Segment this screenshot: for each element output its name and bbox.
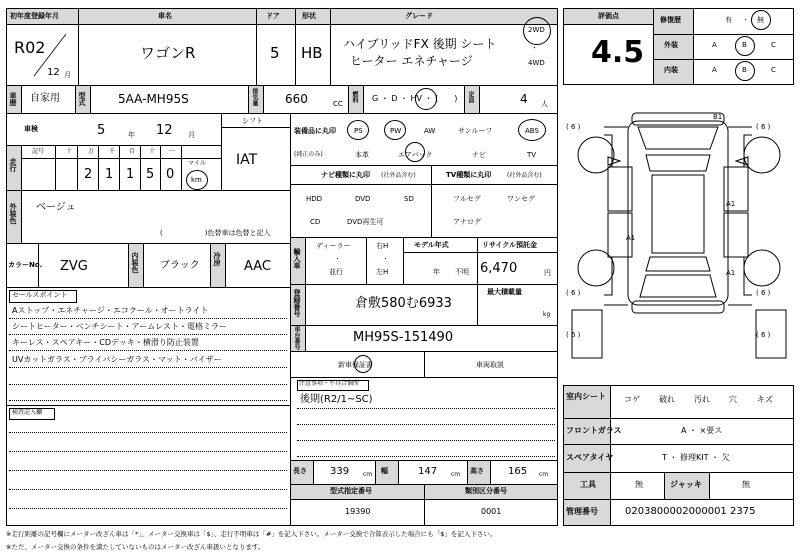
equip-leather: 本革 <box>355 151 369 159</box>
width-label: 幅 <box>381 467 388 475</box>
spare-value: T ・ 修理KIT ・ 欠 <box>662 453 730 462</box>
shaken-year-unit: 年 <box>128 131 135 139</box>
shaken-year: 5 <box>97 123 106 138</box>
disp-label: 排気量 <box>251 88 258 106</box>
equip-navi: ナビ <box>472 151 486 159</box>
fuel-hv-circle <box>415 88 437 110</box>
height-label: 高さ <box>470 467 484 475</box>
shaken-month-unit: 月 <box>188 131 195 139</box>
ext-a: A <box>712 41 717 49</box>
registration-value: 倉敷580む6933 <box>355 296 452 311</box>
int-b: B <box>742 66 747 74</box>
type-label: 車歴 <box>9 92 17 106</box>
navi-cd: CD <box>310 218 321 226</box>
tv-analog: アナログ <box>453 218 481 226</box>
sales-line-1: シートヒーター・ベンチシート・アームレスト・電格ミラー <box>12 322 228 331</box>
footer-line2: ※ただ、メーター交換の条件を満たしていないものはメーター改ざん車扱いとなります。 <box>6 543 265 551</box>
car-name-label: 車名 <box>158 12 172 20</box>
disp-value: 660 <box>285 92 308 106</box>
windshield-label: フロントガラス <box>566 426 622 435</box>
chassis-label: 車台番号 <box>293 326 300 350</box>
door-label: ドア <box>266 12 280 20</box>
tv-label: TV種類に丸印 <box>446 171 492 179</box>
import-right-h: 右H <box>376 242 389 250</box>
repair-yes: 有 <box>725 16 732 24</box>
inspector-note-label: 検査記入欄 <box>12 409 43 416</box>
tv-oneseg: ワンセグ <box>507 195 535 203</box>
jack-label: ジャッキ <box>670 480 702 489</box>
month-unit: 月 <box>64 71 71 79</box>
score-value: 4.5 <box>591 35 645 70</box>
shaken-label: 車検 <box>24 125 38 133</box>
sales-line-0: Aストップ・エネチャージ・エコクール・オートライト <box>12 306 209 315</box>
diagram-a1-2: A1 <box>626 234 636 242</box>
recycle-yen: 円 <box>544 269 551 277</box>
digit-label-0: 記号 <box>32 148 45 155</box>
type-spec-label: 型式指定番号 <box>330 487 372 495</box>
equipment-sub-label: (純正のみ) <box>294 151 323 158</box>
digit-1: 1 <box>105 167 114 182</box>
color-value: ベージュ <box>36 202 76 213</box>
max-load-kg: kg <box>543 311 551 318</box>
width-unit: cm <box>451 471 461 478</box>
import-dot-2: ・ <box>382 255 389 263</box>
equip-tv: TV <box>527 151 537 159</box>
windshield-value: A ・ ×要ス <box>681 426 723 435</box>
repair-dot: ・ <box>742 16 749 24</box>
drive-2wd: 2WD <box>528 26 545 34</box>
int-b-circle <box>735 61 755 81</box>
diagram-b1: B1 <box>713 113 723 121</box>
color-label: 外装色 <box>9 203 17 224</box>
class-label: 類別区分番号 <box>465 487 507 495</box>
equip-ps: PS <box>354 127 363 135</box>
shift-label: シフト <box>242 117 263 125</box>
model-year-label: モデル年式 <box>414 241 449 249</box>
drive-dot: ・ <box>531 44 538 52</box>
repair-no-circle <box>751 10 771 30</box>
import-label: 輸入車 <box>293 248 301 269</box>
disp-unit: CC <box>333 100 343 108</box>
chassis-value: MH95S-151490 <box>353 330 454 345</box>
import-left-h: 左H <box>376 268 389 276</box>
car-damage-diagram <box>560 105 796 377</box>
jack-value: 無 <box>742 480 750 489</box>
km-label: km <box>191 176 202 184</box>
length-unit: cm <box>363 471 373 478</box>
score-label: 評価点 <box>598 12 619 20</box>
type-spec-value: 19390 <box>345 507 371 516</box>
navi-dvd: DVD <box>355 195 371 203</box>
shape: HB <box>301 44 323 62</box>
equip-pw: PW <box>390 127 402 135</box>
ext-c: C <box>771 41 776 49</box>
grade-line1: ハイブリッドFX 後期 シート <box>343 37 497 51</box>
import-dealer: ディーラー <box>316 242 351 250</box>
ext-b-circle <box>735 36 755 56</box>
import-parallel: 並行 <box>329 268 343 276</box>
equip-airbag-circle <box>405 142 425 162</box>
grade-line2: ヒーター エネチャージ <box>350 54 473 68</box>
equip-ps-circle <box>347 120 369 140</box>
manual-label: 車両取説 <box>476 361 504 369</box>
first-reg-month: 12 <box>47 67 60 78</box>
digit-0: 2 <box>84 167 93 182</box>
navi-sub: (社外品含む) <box>381 172 416 179</box>
sales-line-2: キーレス・スペアキー・CDデッキ・横滑り防止装置 <box>12 338 199 347</box>
seat-item-1: 破れ <box>659 395 675 404</box>
registration-label: 登録番号 <box>293 289 301 317</box>
diagram-six-6: ( 6 ) <box>756 331 771 339</box>
model-year-unit: 年 <box>433 268 440 276</box>
digit-2: 1 <box>126 167 135 182</box>
tv-fullseg: フルセグ <box>453 195 481 203</box>
equip-abs-circle <box>518 119 546 141</box>
seat-label: 室内シート <box>566 392 606 401</box>
cap-value: 4 <box>520 92 528 106</box>
exterior-label: 外装 <box>664 41 678 49</box>
model-value: 5AA-MH95S <box>118 92 189 106</box>
navi-hdd: HDD <box>306 195 323 203</box>
int-c: C <box>771 66 776 74</box>
digit-4: 0 <box>166 167 175 182</box>
import-dot-1: ・ <box>334 255 341 263</box>
shift-value: IAT <box>236 152 258 168</box>
recycle-label: リサイクル預託金 <box>482 241 538 249</box>
seat-item-2: 汚れ <box>694 395 710 404</box>
use-value: 自家用 <box>30 93 60 104</box>
tools-value: 無 <box>635 480 643 489</box>
fuel-label: 燃料 <box>351 91 358 103</box>
interior-label-eval: 内装 <box>664 66 678 74</box>
cap-unit: 人 <box>541 100 548 108</box>
navi-label: ナビ種類に丸印 <box>321 171 370 179</box>
diagram-six-1: ( 6 ) <box>566 123 581 131</box>
height-value: 165 <box>508 466 528 477</box>
diagram-six-4: ( 6 ) <box>756 289 771 297</box>
color-note: ( )色替車は色替と記入 <box>160 229 271 237</box>
grade-label: グレード <box>405 12 433 20</box>
max-load-label: 最大積載量 <box>487 288 522 296</box>
fuel-options: G ・ D ・ HV ・ ( ) <box>372 94 458 103</box>
diagram-six-5: ( 6 ) <box>566 331 581 339</box>
tools-label: 工具 <box>580 480 596 489</box>
seat-item-0: コゲ <box>624 395 640 404</box>
class-value: 0001 <box>481 507 502 516</box>
diagram-a1-3: A1 <box>726 269 736 277</box>
digit-label-3: 千 <box>109 148 116 155</box>
digit-label-1: 十 <box>66 148 73 155</box>
diagram-six-2: ( 6 ) <box>756 123 771 131</box>
sales-points-label: セールスポイント <box>12 291 68 299</box>
notes-label: 注意事項・不具合個所 <box>299 380 360 387</box>
interior-label: 内装色 <box>131 252 139 273</box>
equipment-label: 装備品に丸印 <box>294 127 336 135</box>
digit-label-6: 一 <box>169 148 176 155</box>
cooler-value: AAC <box>244 259 271 274</box>
diagram-a1-1: A1 <box>726 200 736 208</box>
model-year-unknown: 不明 <box>455 268 469 276</box>
digit-3: 5 <box>146 167 155 182</box>
seat-item-3: 穴 <box>729 395 737 404</box>
tv-sub: (社外品含む) <box>507 172 542 179</box>
mgmt-label: 管理番号 <box>566 507 598 516</box>
warranty-label: 新車保証書 <box>338 361 373 369</box>
shaken-month: 12 <box>156 123 173 138</box>
equip-aw: AW <box>424 127 436 135</box>
digit-label-4: 百 <box>129 148 136 155</box>
length-value: 339 <box>330 466 350 477</box>
repair-no: 無 <box>757 16 764 24</box>
cap-label: 定員 <box>467 91 474 103</box>
mile-label: マイル <box>188 160 206 167</box>
doors: 5 <box>270 44 280 62</box>
car-name: ワゴンR <box>140 44 196 62</box>
first-reg-label: 初年度登録年月 <box>10 12 59 20</box>
equip-pw-circle <box>384 120 406 140</box>
interior-value: ブラック <box>160 260 200 271</box>
int-a: A <box>712 66 717 74</box>
height-unit: cm <box>539 471 549 478</box>
sales-line-3: UVカットガラス・プライバシーガラス・マット・バイザー <box>12 355 222 364</box>
cooler-label: 冷房 <box>213 252 221 266</box>
first-reg-year: R02 <box>14 38 46 57</box>
color-no: ZVG <box>60 259 88 274</box>
shape-label: 形状 <box>302 12 316 20</box>
navi-dvd-play: DVD再生可 <box>347 218 384 226</box>
recycle-value: 6,470 <box>480 261 518 276</box>
length-label: 長さ <box>293 467 307 475</box>
equip-sunroof: サンルーフ <box>458 127 493 135</box>
width-value: 147 <box>418 466 438 477</box>
digit-label-5: 十 <box>149 148 156 155</box>
repair-label: 修復歴 <box>660 16 681 24</box>
drive-4wd: 4WD <box>528 59 545 67</box>
spare-label: スペアタイヤ <box>566 453 614 462</box>
equip-airbag: エアバック <box>398 151 433 159</box>
diagram-six-3: ( 6 ) <box>566 289 581 297</box>
navi-sd: SD <box>404 195 414 203</box>
notes-value: 後期(R2/1~SC) <box>300 394 373 405</box>
model-label: 型式 <box>78 92 86 106</box>
ext-b: B <box>742 41 747 49</box>
digit-label-2: 万 <box>88 148 95 155</box>
header-bg <box>7 9 557 24</box>
color-no-label: カラーNo. <box>8 261 43 269</box>
mgmt-value: 0203800002000001 2375 <box>625 506 756 517</box>
seat-item-4: キズ <box>757 395 773 404</box>
footer-line1: ※走行距離の記号欄にメーター改ざん車は「*」、メーター交換車は「$」、走行不明車は「#」を記入下さい。メーター交換で合算表示した場合にも「$」を記入下さい。 <box>6 530 497 538</box>
mileage-label: 走行 <box>9 158 17 172</box>
equip-abs: ABS <box>525 127 539 135</box>
warranty-circle <box>354 355 372 373</box>
